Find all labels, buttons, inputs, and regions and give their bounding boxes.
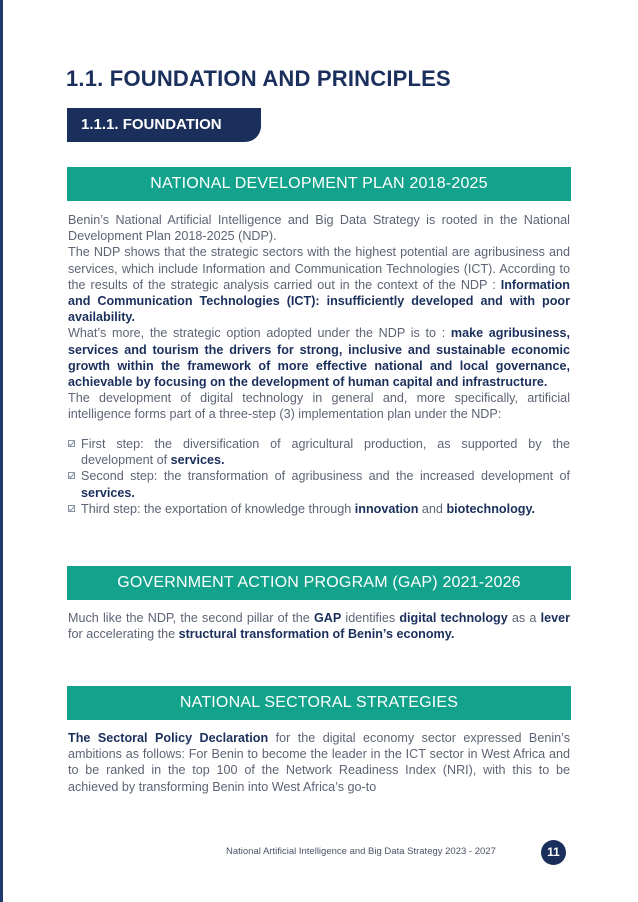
step-text: Second step: the transformation of agribusiness and the increased development of xyxy=(81,469,570,484)
gap-bold: structural transformation of Benin’s economy. xyxy=(178,627,455,642)
subheading-tab xyxy=(67,108,261,142)
checkbox-icon xyxy=(68,505,75,512)
gap-text: Much like the NDP, the second pillar of the xyxy=(68,611,314,625)
checkbox-icon xyxy=(68,440,75,447)
gap-body xyxy=(68,610,570,642)
sectoral-text: for the digital economy sector expressed Benin’s ambitions as follows: For Benin to become the leader in the ICT sector in West Africa and to be ranked in the top 100 of the Network Readiness Index (NRI), with this to be achieved by transforming Benin into West Africa’s go-to xyxy=(68,731,570,794)
page-number-badge: 11 xyxy=(541,840,566,865)
ndp-body xyxy=(68,212,570,423)
checkbox-icon xyxy=(68,472,75,479)
ndp-paragraph-4: The development of digital technology in general and, more specifically, artificial intelligence forms part of a three-step (3) implementation plan under the NDP: xyxy=(68,391,570,422)
gap-text: for accelerating the xyxy=(68,627,179,642)
list-item xyxy=(68,436,570,468)
ndp-paragraph-2 xyxy=(68,244,570,325)
step-text: First step: the diversification of agricultural production, as supported by the development of xyxy=(81,437,570,468)
sectoral-bold: The Sectoral Policy Declaration xyxy=(68,731,269,745)
gap-text: as a xyxy=(507,611,541,625)
left-edge-rule xyxy=(0,0,3,902)
gap-paragraph xyxy=(68,610,570,642)
ndp-steps-list xyxy=(68,436,570,517)
step-bold: biotechnology. xyxy=(446,501,536,516)
subheading: 1.1.1. FOUNDATION xyxy=(81,116,222,133)
footer-title: National Artificial Intelligence and Big Data Strategy 2023 - 2027 xyxy=(226,846,496,857)
ndp-p3-text: What’s more, the strategic option adopted under the NDP is to : xyxy=(68,326,451,341)
ndp-p2-text: The NDP shows that the strategic sectors with the highest potential are agribusiness and services, which include Information and Communication Technologies (ICT). According to the results of the strategic analysis carried out in the context of the NDP : xyxy=(68,245,570,292)
step-bold: services. xyxy=(170,453,225,468)
step-bold: services. xyxy=(81,485,135,500)
page-heading: 1.1. FOUNDATION AND PRINCIPLES xyxy=(66,66,451,91)
ndp-paragraph-3 xyxy=(68,325,570,390)
gap-bold: lever xyxy=(540,611,570,625)
gap-bold: digital technology xyxy=(399,611,508,625)
list-item xyxy=(68,501,570,517)
step-text: Third step: the exportation of knowledge through xyxy=(81,501,355,516)
sectoral-body xyxy=(68,730,570,795)
section-band-gap: GOVERNMENT ACTION PROGRAM (GAP) 2021-2026 xyxy=(67,566,571,600)
section-band-sectoral: NATIONAL SECTORAL STRATEGIES xyxy=(67,686,571,720)
step-bold: innovation xyxy=(354,501,419,516)
ndp-paragraph-1: Benin’s National Artificial Intelligence and Big Data Strategy is rooted in the National Development Plan 2018-2025 (NDP). xyxy=(68,213,570,244)
ndp-p2-bold: Information and Communication Technologies (ICT): insufficiently developed and with poor availability. xyxy=(68,277,570,325)
section-band-ndp: NATIONAL DEVELOPMENT PLAN 2018-2025 xyxy=(67,167,571,201)
sectoral-paragraph xyxy=(68,730,570,795)
gap-text: identifies xyxy=(341,611,400,625)
step-text: and xyxy=(418,501,447,516)
list-item xyxy=(68,468,570,500)
gap-bold: GAP xyxy=(313,611,342,625)
ndp-p3-bold: make agribusiness, services and tourism the drivers for strong, inclusive and sustainable economic growth within the framework of more effective national and local governance, achievable by focusing on the development of human capital and infrastructure. xyxy=(68,326,570,390)
